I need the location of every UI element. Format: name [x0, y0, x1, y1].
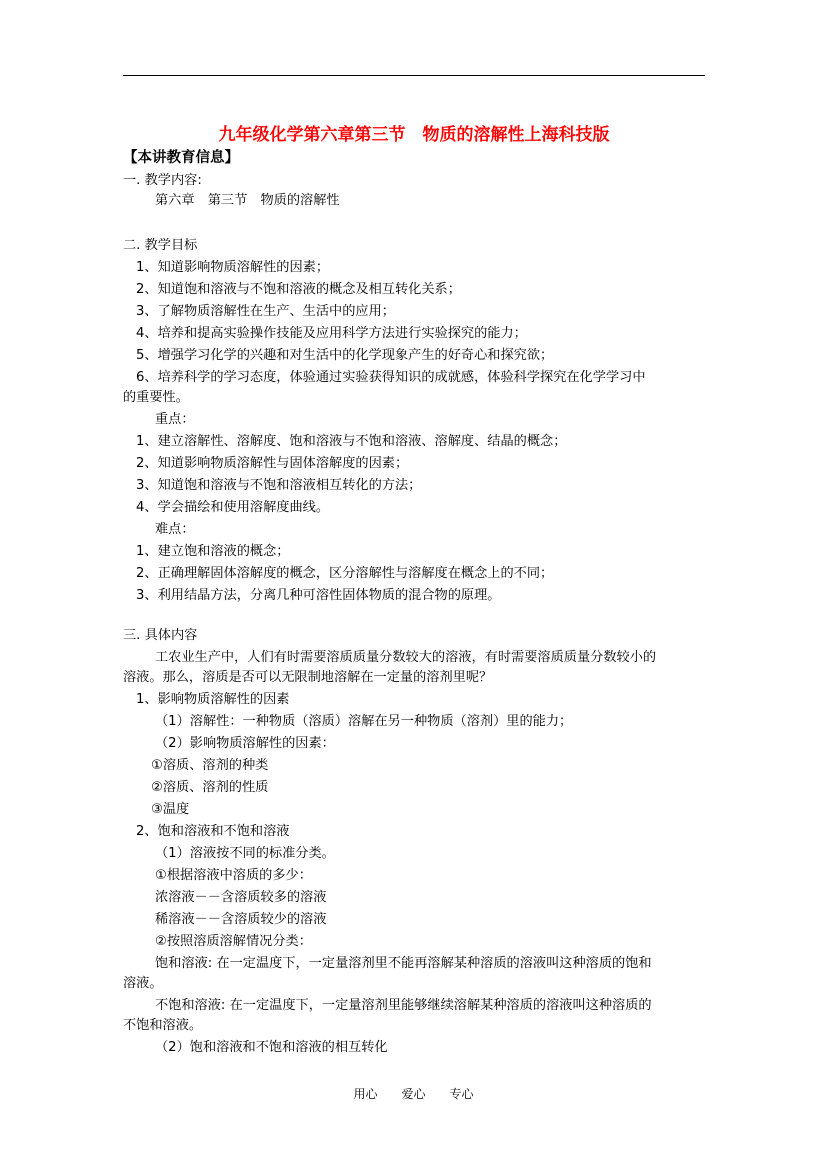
- key-point-item: 4、学会描绘和使用溶解度曲线。: [136, 500, 330, 515]
- part3-heading: 三. 具体内容: [123, 628, 198, 643]
- saturated-definition-line: 饱和溶液: 在一定温度下，一定量溶剂里不能再溶解某种溶质的溶液叫这种溶质的饱和: [155, 956, 652, 971]
- goal-item: 1、知道影响物质溶解性的因素；: [136, 260, 330, 275]
- classification-criterion: ②按照溶质溶解情况分类：: [155, 934, 312, 949]
- factor-item: ②溶质、溶剂的性质: [151, 780, 269, 795]
- intro-paragraph-line: 工农业生产中，人们有时需要溶质质量分数较大的溶液，有时需要溶质质量分数较小的: [155, 650, 657, 665]
- part2-heading: 二. 教学目标: [123, 238, 198, 253]
- goal-item: 3、了解物质溶解性在生产、生活中的应用；: [136, 304, 395, 319]
- unsaturated-definition-line: 不饱和溶液: 在一定温度下，一定量溶剂里能够继续溶解某种溶质的溶液叫这种溶质的: [155, 998, 652, 1013]
- goal-item: 6、培养科学的学习态度，体验通过实验获得知识的成就感，体验科学探究在化学学习中: [136, 370, 646, 385]
- goal-item: 2、知道饱和溶液与不饱和溶液的概念及相互转化关系；: [136, 282, 461, 297]
- saturated-definition-line: 溶液。: [123, 976, 163, 991]
- factor-item: ③温度: [151, 802, 190, 817]
- part1-content: 第六章 第三节 物质的溶解性: [155, 193, 340, 208]
- factor-item: ①溶质、溶剂的种类: [151, 758, 269, 773]
- subsection-title: 2、饱和溶液和不饱和溶液: [136, 824, 290, 839]
- key-point-item: 1、建立溶解性、溶解度、饱和溶液与不饱和溶液、溶解度、结晶的概念；: [136, 434, 567, 449]
- classification-criterion: ①根据溶液中溶质的多少：: [155, 868, 312, 883]
- section-header: 【本讲教育信息】: [123, 149, 239, 166]
- goal-item-continued: 的重要性。: [123, 390, 189, 405]
- difficulties-label: 难点：: [155, 522, 195, 537]
- concentrated-solution-line: 浓溶液－－含溶质较多的溶液: [155, 890, 327, 905]
- key-point-item: 2、知道影响物质溶解性与固体溶解度的因素；: [136, 456, 409, 471]
- key-point-item: 3、知道饱和溶液与不饱和溶液相互转化的方法；: [136, 478, 422, 493]
- key-points-label: 重点：: [155, 412, 195, 427]
- conversion-heading: （2）饱和溶液和不饱和溶液的相互转化: [155, 1040, 388, 1055]
- page-title: 九年级化学第六章第三节 物质的溶解性上海科技版: [218, 125, 610, 145]
- goal-item: 5、增强学习化学的兴趣和对生活中的化学现象产生的好奇心和探究欲；: [136, 348, 554, 363]
- unsaturated-definition-line: 不饱和溶液。: [123, 1018, 203, 1033]
- goal-item: 4、培养和提高实验操作技能及应用科学方法进行实验探究的能力；: [136, 326, 527, 341]
- intro-paragraph-line: 溶液。那么，溶质是否可以无限制地溶解在一定量的溶剂里呢？: [123, 670, 493, 685]
- difficulty-item: 3、利用结晶方法，分离几种可溶性固体物质的混合物的原理。: [136, 588, 501, 603]
- classification-heading: （1）溶液按不同的标准分类。: [155, 846, 335, 861]
- subsection-title: 1、影响物质溶解性的因素: [136, 692, 290, 707]
- page-footer: 用心 爱心 专心: [353, 1087, 474, 1101]
- part1-heading: 一. 教学内容:: [123, 173, 202, 188]
- factors-heading: （2）影响物质溶解性的因素：: [155, 736, 335, 751]
- header-rule: [123, 75, 705, 76]
- definition-line: （1）溶解性：一种物质（溶质）溶解在另一种物质（溶剂）里的能力；: [155, 714, 573, 729]
- difficulty-item: 1、建立饱和溶液的概念；: [136, 544, 290, 559]
- dilute-solution-line: 稀溶液－－含溶质较少的溶液: [155, 912, 327, 927]
- difficulty-item: 2、正确理解固体溶解度的概念，区分溶解性与溶解度在概念上的不同；: [136, 566, 554, 581]
